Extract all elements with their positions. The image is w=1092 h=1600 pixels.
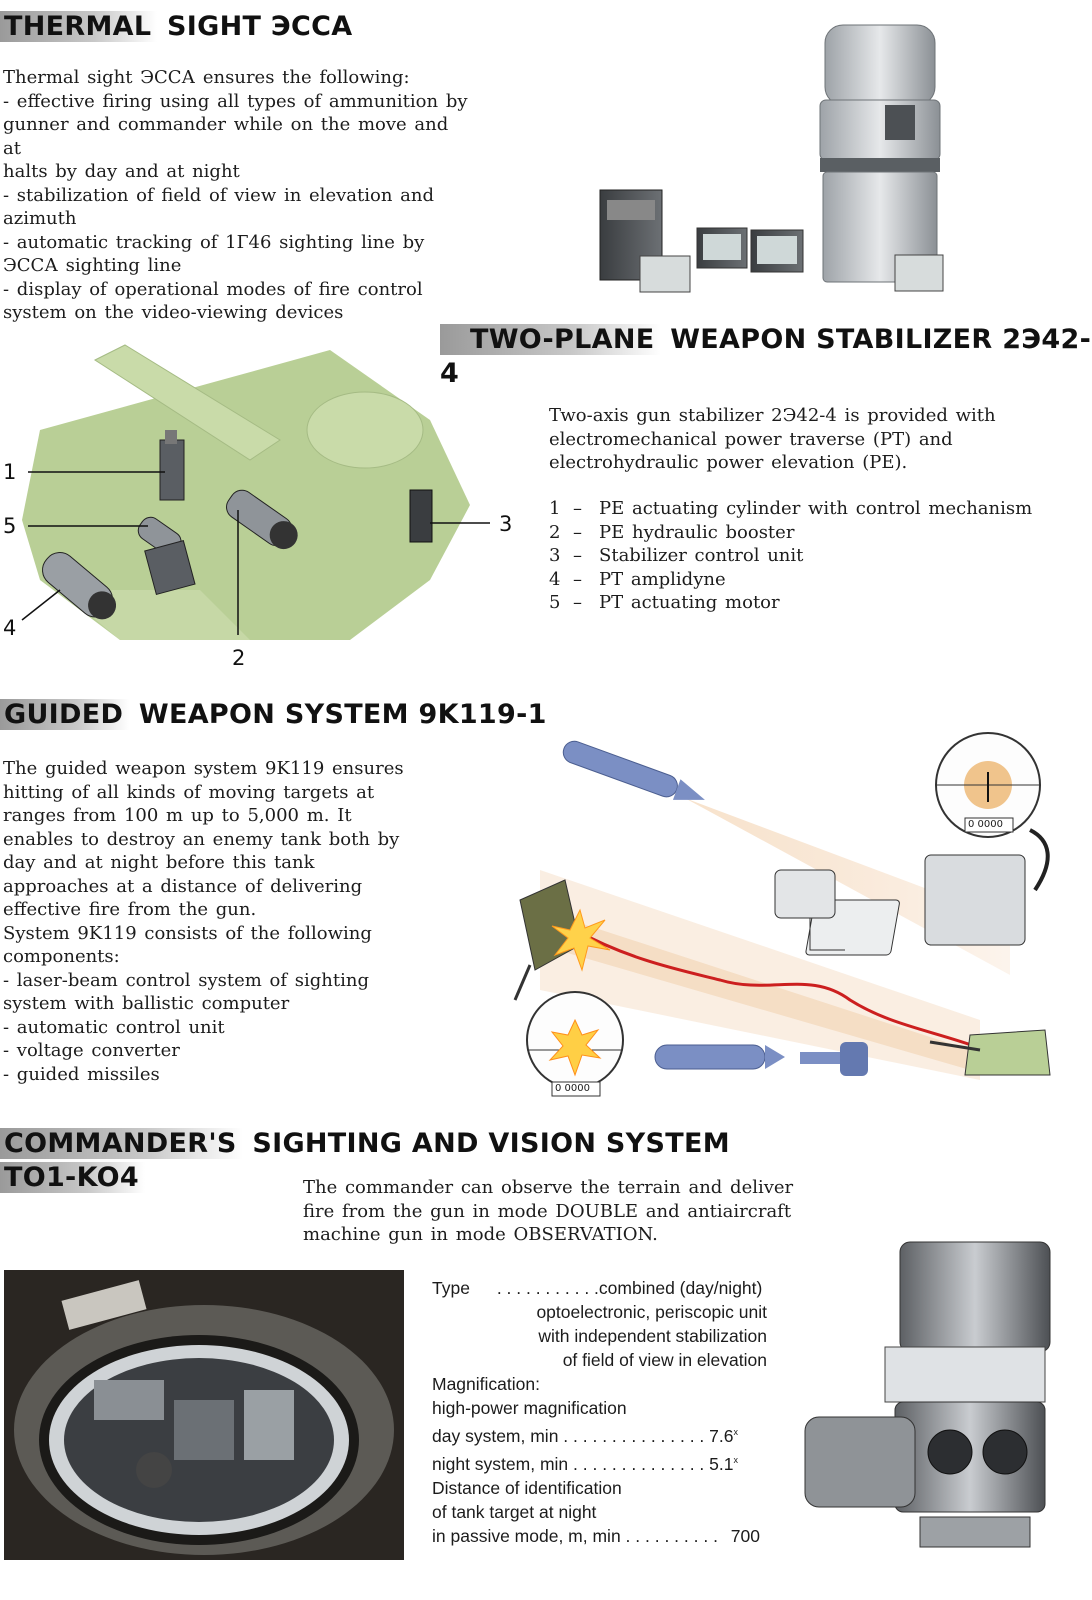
callout-2: 2 xyxy=(232,646,246,670)
text-line: azimuth xyxy=(3,208,77,229)
text-line: Two-axis gun stabilizer 2Э42-4 is provided with xyxy=(549,405,996,426)
title-rest: SIGHT ЭССА xyxy=(167,11,353,42)
text-line: approaches at a distance of delivering xyxy=(3,875,363,897)
commander-hatch-photo xyxy=(4,1270,404,1560)
text-line: electrohydraulic power elevation (PE). xyxy=(549,452,908,473)
spec-distance-line: Distance of identification xyxy=(432,1477,622,1498)
text-line: - voltage converter xyxy=(3,1040,180,1061)
text-line: electromechanical power traverse (PT) and xyxy=(549,428,953,450)
list-item: 5 – PT actuating motor xyxy=(549,592,780,613)
text-line: halts by day and at night xyxy=(3,161,240,182)
title-line2: TO1-KO4 xyxy=(0,1162,145,1193)
spec-type-value: with independent stabilization xyxy=(538,1326,767,1346)
turret-diagram xyxy=(0,340,520,675)
text-line: - automatic control unit xyxy=(3,1016,225,1038)
text-line: - effective firing using all types of ammunition by xyxy=(3,90,468,112)
title-shaded-part: COMMANDER'S xyxy=(0,1128,243,1159)
text-line: fire from the gun in mode DOUBLE and antiaircraft xyxy=(303,1200,792,1222)
thermal-sight-title xyxy=(0,10,352,44)
text-line: - display of operational modes of fire control xyxy=(3,278,423,300)
title-rest: WEAPON SYSTEM 9K119-1 xyxy=(138,699,547,730)
guided-weapon-description xyxy=(3,757,413,1086)
weapon-stabilizer-title xyxy=(440,323,1092,391)
text-line: - guided missiles xyxy=(3,1063,160,1085)
commander-sight-device-image xyxy=(800,1232,1060,1557)
text-line: - automatic tracking of 1Г46 sighting line by xyxy=(3,231,425,253)
title-shaded-part: GUIDED xyxy=(0,699,129,730)
spec-magnification-label: Magnification: xyxy=(432,1374,540,1394)
thermal-sight-description xyxy=(3,66,473,325)
commander-sight-description xyxy=(303,1176,803,1247)
callout-5: 5 xyxy=(3,514,17,538)
spec-day-row: day system, min . . . . . . . . . . . . . . . 7.6$^x$ xyxy=(432,1425,738,1446)
spec-type-value: of field of view in elevation xyxy=(562,1350,767,1370)
text-line: machine gun in mode OBSERVATION. xyxy=(303,1224,658,1245)
title-shaded-part: THERMAL xyxy=(0,11,157,42)
text-line: day and at night before this tank xyxy=(3,852,315,873)
list-item: 1 – PE actuating cylinder with control mechanism xyxy=(549,498,1033,519)
text-line: components: xyxy=(3,946,120,967)
stabilizer-components-list xyxy=(549,497,1049,615)
list-item: 4 – PT amplidyne xyxy=(549,568,726,590)
title-shaded-part: TWO-PLANE xyxy=(440,324,661,355)
spec-distance-line: of tank target at night xyxy=(432,1501,597,1522)
stabilizer-description xyxy=(549,404,1049,475)
reticle-readout-top: 0 0000 xyxy=(968,819,1003,830)
text-line: - laser-beam control system of sighting xyxy=(3,969,369,991)
reticle-readout-bottom: 0 0000 xyxy=(555,1083,590,1094)
callout-4: 4 xyxy=(3,616,17,640)
list-item: 3 – Stabilizer control unit xyxy=(549,545,804,566)
spec-distance-row: in passive mode, m, min . . . . . . . . . . 700 xyxy=(432,1525,760,1546)
text-line: system on the video-viewing devices xyxy=(3,302,344,323)
thermal-sight-equipment-image xyxy=(585,10,955,295)
spec-night-row: night system, min . . . . . . . . . . . . . . 5.1$^x$ xyxy=(432,1453,738,1474)
callout-1: 1 xyxy=(3,460,17,484)
text-line: gunner and commander while on the move and at xyxy=(3,114,449,159)
spec-high-power-label: high-power magnification xyxy=(432,1398,627,1418)
list-item: 2 – PE hydraulic booster xyxy=(549,521,795,543)
text-line: The guided weapon system 9K119 ensures xyxy=(3,758,404,779)
text-line: System 9K119 consists of the following xyxy=(3,922,372,944)
spec-type-value: optoelectronic, periscopic unit xyxy=(536,1302,767,1322)
text-line: effective fire from the gun. xyxy=(3,899,257,920)
text-line: ranges from 100 m up to 5,000 m. It xyxy=(3,805,352,826)
guided-missile-illustration xyxy=(510,730,1080,1110)
text-line: - stabilization of field of view in elevation and xyxy=(3,184,434,206)
text-line: system with ballistic computer xyxy=(3,993,290,1014)
text-line: The commander can observe the terrain and deliver xyxy=(303,1177,794,1198)
commander-sight-specs xyxy=(432,1276,772,1548)
title-rest: SIGHTING AND VISION SYSTEM xyxy=(252,1128,730,1159)
text-line: Thermal sight ЭССА ensures the following: xyxy=(3,67,410,88)
text-line: ЭССА sighting line xyxy=(3,255,182,276)
callout-3: 3 xyxy=(499,512,513,536)
text-line: hitting of all kinds of moving targets at xyxy=(3,781,375,803)
title-rest: WEAPON STABILIZER 2Э42-4 xyxy=(440,324,1092,389)
text-line: enables to destroy an enemy tank both by xyxy=(3,828,400,850)
guided-weapon-title xyxy=(0,698,547,732)
spec-type-row: Type . . . . . . . . . . .combined (day/night) xyxy=(432,1278,763,1298)
